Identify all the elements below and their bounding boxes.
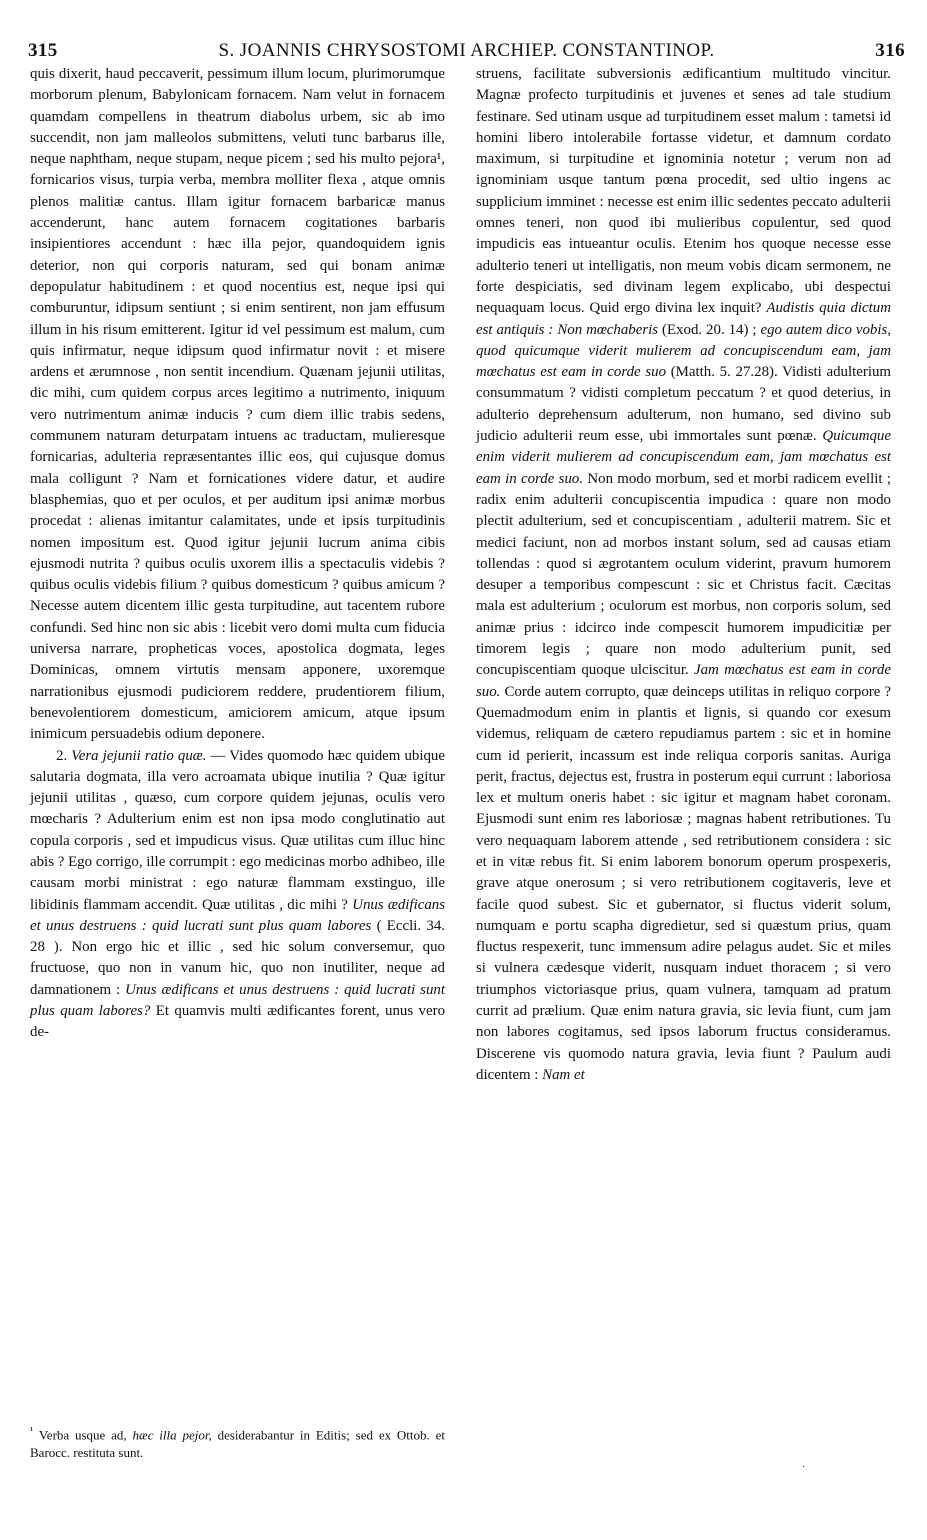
right-column	[476, 64, 891, 1454]
quote-repeat: Unus ædificans et unus destruens : quid lucrati sunt plus quam labores?	[30, 981, 445, 1020]
section-body: — Vides quomodo hæc quidem ubique salutaria dogmata, illa vero acroamata ubique inutilia ? Quæ igitur jejunii utilitas , quæso, cum corpore quidem jejunas, oculis vero mœcharis ? Adulterium enim est non ipsa modo conglutinatio aut copula corporis , sed et impudicus visus. Quæ utilitas cum illuc hinc abis ? Ego corrigo, ille corrumpit : ego medicinas morbo adhibeo, ille causam morbi ministrat : ego naturæ flammam exstinguo, ille libidinis flammam accendit. Quæ utilitas , dic mihi ?	[30, 747, 445, 913]
running-title: S. JOANNIS CHRYSOSTOMI ARCHIEP. CONSTANTINOP.	[218, 40, 715, 61]
left-column	[30, 64, 445, 1454]
page-number-left: 315	[28, 40, 58, 61]
page-mark: ·	[802, 1462, 806, 1473]
footnote-italic: hæc illa pejor,	[132, 1427, 212, 1443]
quote-matthew: ego autem dico vobis, quod quicumque viderit mulierem ad concupiscendum eam, jam mœchatus est eam in corde suo	[476, 321, 892, 381]
quote-exodus: Audistis quia dictum est antiquis : Non mœchaberis	[476, 300, 891, 338]
quote-quicumque: Quicumque enim viderit mulierem ad concupiscendum eam, jam mœchatus est eam in corde suo.	[476, 428, 891, 487]
page-number-right: 316	[875, 40, 905, 61]
footnote-text-post: desiderabantur in Editis; sed ex Ottob. et Barocc. restituta sunt.	[30, 1427, 445, 1461]
right-text-1: struens, facilitate subversionis ædificantium multitudo vincitur. Magnæ profecto turpitudinis et juvenes et senes ad tale studium festinare. Sed utinam usque ad turpitudinem esset malum : tametsi id homini libero intolerabile fortasse videtur, et damnum cordato maximum, si turpitudine et ignominia notetur ; verum non ad ignominiam usque tantum pœna procedit, sed ultio ingens ac supplicium imminet : necesse est enim illic sedentes peccato adulterii omnes teneri, non quod ibi mulieribus copulentur, sed quod impudicis eas intueantur oculis. Etenim hos quoque necesse esse adulterio teneri ut intelligatis, non meum vobis dicam sermonem, ne forte despiciatis, sed divinam legem explicabo, ubi despectui nequaquam locus. Quid ergo divina lex inquit?	[476, 66, 891, 317]
footnote	[30, 1422, 445, 1462]
citation-eccli: ( Eccli. 34. 28 ). Non ergo hic et illic , sed hic solum conversemur, quo fructuose, quo non in vanum hic, quo non inutiliter, neque ad damnationem :	[30, 917, 445, 998]
section-number: 2.	[56, 747, 68, 764]
right-text-2: Non modo morbum, sed et morbi radicem evellit ; radix enim adulterii concupiscentia impudica : quare non modo plectit adulterium, sed et concupiscentiam , adulterii matrem. Sic et medici faciunt, non ad morbos instant solum, sed ad causas etiam tollendas : quod si ægrotantem oculum viderint, pravum humorem desuper a temporibus compescunt : sic et Christus facit. Cæcitas mala est adulterium ; oculorum est morbus, non corporis solum, sed animæ prius : idcirco inde compescit humorem impudicitiæ per timorem legis ; quare non modo adulterium punit, sed concupiscentiam quoque ulciscitur.	[476, 470, 891, 679]
quote-nam-et: Nam et	[542, 1066, 585, 1083]
quote-ecclesiasticus: Unus ædificans et unus destruens : quid lucrati sunt plus quam labores	[30, 896, 446, 934]
running-header	[28, 36, 905, 66]
left-paragraph-1: quis dixerit, haud peccaverit, pessimum illum locum, plurimorumque morborum plenum, Babylonicam fornacem. Nam velut in fornacem quamdam compellens in theatrum diabolus urbem, sic ab imo succendit, non jam malleolos submittens, veluti tunc barbarus ille, neque naphtham, neque stupam, neque picem ; sed his multo pejora¹, fornicarios visus, turpia verba, membra molliter flexa , atque omnis plenos malitiæ cantus. Illam igitur fornacem barbaricæ manus accenderunt, hanc autem fornacem cogitationes barbaris insipientiores accendunt : hæc illa pejor, quandoquidem ignis deterior, non qui corporis naturam, sed qui bonam animæ depopulatur habitudinem : et quod nocentius est, neque ipsi qui comburuntur, idipsum sentiunt ; si enim sentirent, non jam effusum illum in his risum emitterent. Igitur id vel pessimum est malum, cum quis infirmatur, neque idipsum quod infirmatur novit : et misere ardens et ærumnose , non sentit incendium. Quænam jejunii utilitas, dic mihi, cum quidem corpus arces legitimo a nutrimento, iniquum vero nutrimentum animæ inducis ? cum diem illic trabis sedens, communem naturam deturpatam intuens ac traductam, mulieresque fornicarias, adulteria repræsentantes illic eos, qui cujusque domus mala colligunt ? Nam et fornicationes videre datur, et audire blasphemias, quo et per oculos, et per auditum ipsi animæ morbus procedat : alienas imitantur calamitates, unde et ipsis turpitudinis nomen impositum est. Quod igitur jejunii lucrum anima cibis ejusmodi nutrita ? quibus oculis uxorem illis a spectaculis videbis ? quibus oculis videbis filium ? quibus domesticum ? quibus amicum ? Necesse autem dicentem illic gesta turpitudine, aut tacentem rubore confundi. Sed hinc non sic abis : licebit vero domi multa cum fiducia universa narrare, propheticas voces, apostolica dogmata, leges Dominicas, omnem virtutis mensam apponere, uxoremque narrationibus ejusmodi pudiciorem reddere, prudentiorem filium, benevolentiorem domesticum, amiciorem amicum, atque ipsum inimicum persuadebis odium deponere.	[30, 66, 445, 743]
right-paragraph	[476, 64, 891, 1086]
citation-matthew: (Matth. 5. 27.28). Vidisti adulterium consummatum ? vidisti completum peccatum ? et quod deterius, in adulterio deprehensum adulterum, non humano, sed divino sub judicio adulterii reum esse, ubi immortales sunt pœnæ.	[476, 364, 891, 445]
left-paragraph-2	[30, 746, 445, 1044]
citation-exodus: (Exod. 20. 14) ;	[658, 321, 761, 338]
footnote-text-pre: Verba usque ad,	[33, 1427, 133, 1443]
quote-jam-moechatus: Jam mœchatus est eam in corde suo.	[476, 662, 891, 700]
right-text-3: Corde autem corrupto, quæ deinceps utilitas in reliquo corpore ? Quemadmodum enim in plantis et lignis, si quando cor exesum videmus, reliquam de cætero repudiamus partem : sic et in homine cum id perierit, incassum est inde reliqua corporis sanitas. Auriga perit, fractus, dejectus est, frustra in posterum equi currunt : laboriosa lex et multum oneris habet : sic igitur et magnam habet coronam. Ejusmodi sunt enim res laboriosæ ; magnas habent retributiones. Tu vero nequaquam laborem attende , sed retributionem considera : sic et in vitæ rebus fit. Si enim laborem bonorum operum prospexeris, grave atque onerosum ; si vero retributionem cogitaveris, leve et facile quod subest. Sic et gubernator, si fluctus viderit solum, numquam e portu scapha digredietur, sed si quæstum prius, quam fluctus respexerit, tunc immensum adire pelagus audet. Sic et miles si vulnera cædesque viderit, nusquam induet thoracem ; si vero triumphos victoriasque prius, quam vulnera, tamquam ad pratum currit ad prælium. Quæ enim natura gravia, sic levia fiunt, cum jam non labores cogitamus, sed ipsos laborum fructus consideramus. Discerene vis quomodo natura gravia, levia fiunt ? Paulum audi dicentem :	[476, 683, 891, 1083]
footnote-mark: ¹	[30, 1425, 34, 1437]
left-column-ending: Et quamvis multi ædificantes forent, unus vero de-	[30, 1003, 446, 1041]
section-title: Vera jejunii ratio quæ.	[71, 747, 207, 764]
